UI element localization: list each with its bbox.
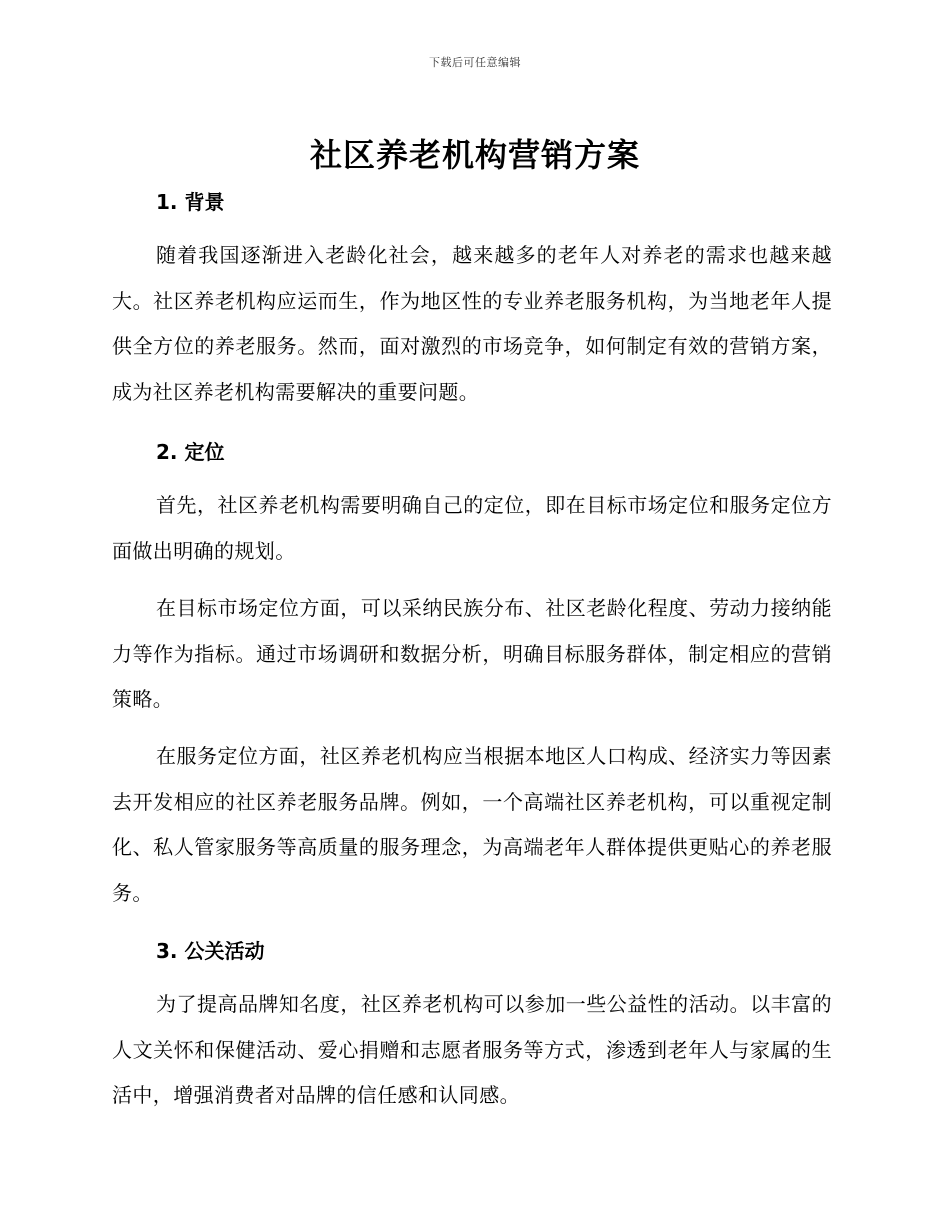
paragraph-public-relations: 为了提高品牌知名度，社区养老机构可以参加一些公益性的活动。以丰富的人文关怀和保健活动、爱心捐赠和志愿者服务等方式，渗透到老年人与家属的生活中，增强消费者对品牌的信任感和认同感。	[112, 992, 832, 1107]
paragraph-market-positioning: 在目标市场定位方面，可以采纳民族分布、社区老龄化程度、劳动力接纳能力等作为指标。通过市场调研和数据分析，明确目标服务群体，制定相应的营销策略。	[112, 596, 832, 711]
paragraph-service-positioning: 在服务定位方面，社区养老机构应当根据本地区人口构成、经济实力等因素去开发相应的社区养老服务品牌。例如，一个高端社区养老机构，可以重视定制化、私人管家服务等高质量的服务理念，为高端老年人群体提供更贴心的养老服务。	[112, 744, 832, 905]
paragraph-positioning-intro: 首先，社区养老机构需要明确自己的定位，即在目标市场定位和服务定位方面做出明确的规划。	[112, 493, 832, 563]
paragraph-background: 随着我国逐渐进入老龄化社会，越来越多的老年人对养老的需求也越来越大。社区养老机构应运而生，作为地区性的专业养老服务机构，为当地老年人提供全方位的养老服务。然而，面对激烈的市场竞争，如何制定有效的营销方案，成为社区养老机构需要解决的重要问题。	[112, 243, 832, 404]
section-heading-public-relations: 3. 公关活动	[156, 939, 265, 963]
section-heading-background: 1. 背景	[156, 190, 225, 214]
document-title: 社区养老机构营销方案	[309, 136, 640, 174]
section-heading-positioning: 2. 定位	[156, 440, 225, 464]
page-header-note: 下载后可任意编辑	[429, 56, 521, 69]
